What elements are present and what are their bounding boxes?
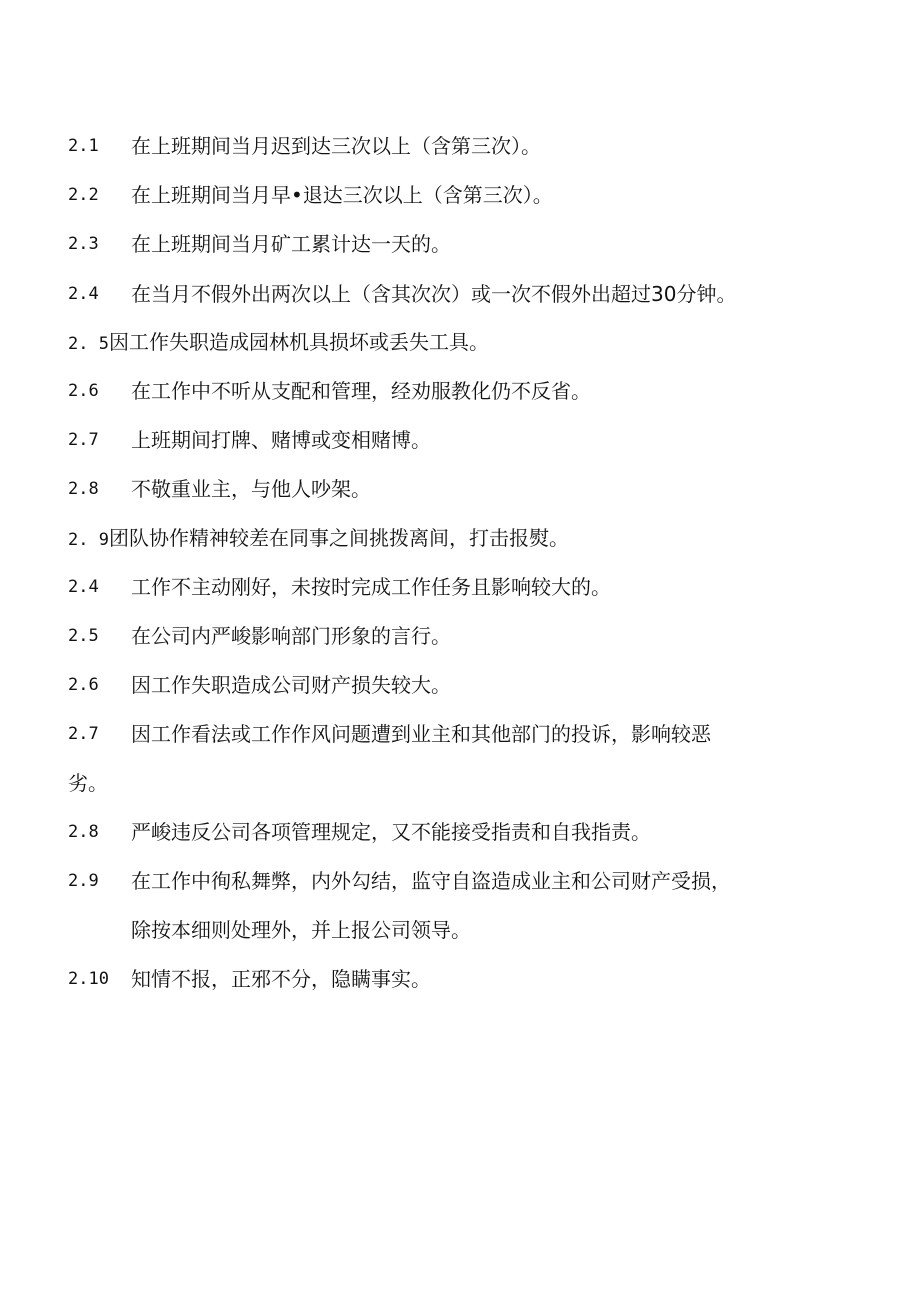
list-item bbox=[0, 229, 920, 259]
item-number: 2.9 bbox=[68, 871, 99, 891]
item-number: 2.7 bbox=[68, 430, 99, 450]
item-text: 严峻违反公司各项管理规定，又不能接受指责和自我指责。 bbox=[131, 820, 651, 844]
item-number: 2.1 bbox=[68, 136, 99, 156]
list-item bbox=[0, 376, 920, 406]
item-text-continuation: 劣。 bbox=[68, 771, 108, 795]
item-text-continuation: 除按本细则处理外，并上报公司领导。 bbox=[131, 918, 471, 942]
list-item bbox=[0, 180, 920, 210]
item-inline bbox=[68, 327, 489, 359]
item-number: 2.3 bbox=[68, 234, 99, 254]
list-item bbox=[0, 817, 920, 847]
list-item bbox=[0, 327, 920, 357]
list-item bbox=[0, 621, 920, 651]
item-number: 2.4 bbox=[68, 577, 99, 597]
list-item-continuation bbox=[0, 768, 920, 798]
item-inline bbox=[68, 523, 569, 555]
item-text: 在公司内严峻影响部门形象的言行。 bbox=[131, 624, 451, 648]
item-text: 在当月不假外出两次以上（含其次次）或一次不假外出超过30分钟。 bbox=[131, 282, 737, 306]
list-item bbox=[0, 279, 920, 309]
item-number: 2.8 bbox=[68, 822, 99, 842]
item-text: 在工作中徇私舞弊，内外勾结，监守自盗造成业主和公司财产受损， bbox=[131, 869, 731, 893]
list-item bbox=[0, 670, 920, 700]
item-number: 2.8 bbox=[68, 479, 99, 499]
list-item bbox=[0, 131, 920, 161]
item-text: 不敬重业主，与他人吵架。 bbox=[131, 477, 371, 501]
list-item bbox=[0, 964, 920, 994]
item-number: 2.6 bbox=[68, 381, 99, 401]
item-text: 在上班期间当月矿工累计达一天的。 bbox=[131, 232, 451, 256]
item-text: 在上班期间当月迟到达三次以上（含第三次）。 bbox=[131, 134, 541, 158]
item-number: 2.4 bbox=[68, 284, 99, 304]
item-text: 上班期间打牌、赌博或变相赌博。 bbox=[131, 428, 431, 452]
item-number: 2.7 bbox=[68, 724, 99, 744]
item-text: 因工作失职造成公司财产损失较大。 bbox=[131, 673, 451, 697]
item-text: 在工作中不听从支配和管理，经劝服教化仍不反省。 bbox=[131, 379, 591, 403]
list-item bbox=[0, 572, 920, 602]
list-item bbox=[0, 523, 920, 553]
item-text: 知情不报，正邪不分，隐瞒事实。 bbox=[131, 967, 431, 991]
list-item bbox=[0, 425, 920, 455]
list-item bbox=[0, 719, 920, 749]
item-number: 2.6 bbox=[68, 675, 99, 695]
item-text: 在上班期间当月早•退达三次以上（含第三次）。 bbox=[131, 183, 553, 207]
item-text: 工作不主动刚好，未按时完成工作任务且影响较大的。 bbox=[131, 575, 611, 599]
item-number: 2.5 bbox=[68, 626, 99, 646]
list-item bbox=[0, 474, 920, 504]
item-number: 2. 5 bbox=[68, 334, 109, 354]
list-item bbox=[0, 866, 920, 896]
item-number: 2.2 bbox=[68, 185, 99, 205]
item-text: 因工作失职造成园林机具损坏或丢失工具。 bbox=[108, 330, 489, 354]
item-number: 2. 9 bbox=[68, 530, 109, 550]
item-number: 2.10 bbox=[68, 969, 109, 989]
item-text: 团队协作精神较差在同事之间挑拨离间，打击报熨。 bbox=[108, 526, 569, 550]
list-item-continuation bbox=[0, 915, 920, 945]
item-text: 因工作看法或工作作风问题遭到业主和其他部门的投诉，影响较恶 bbox=[131, 722, 711, 746]
